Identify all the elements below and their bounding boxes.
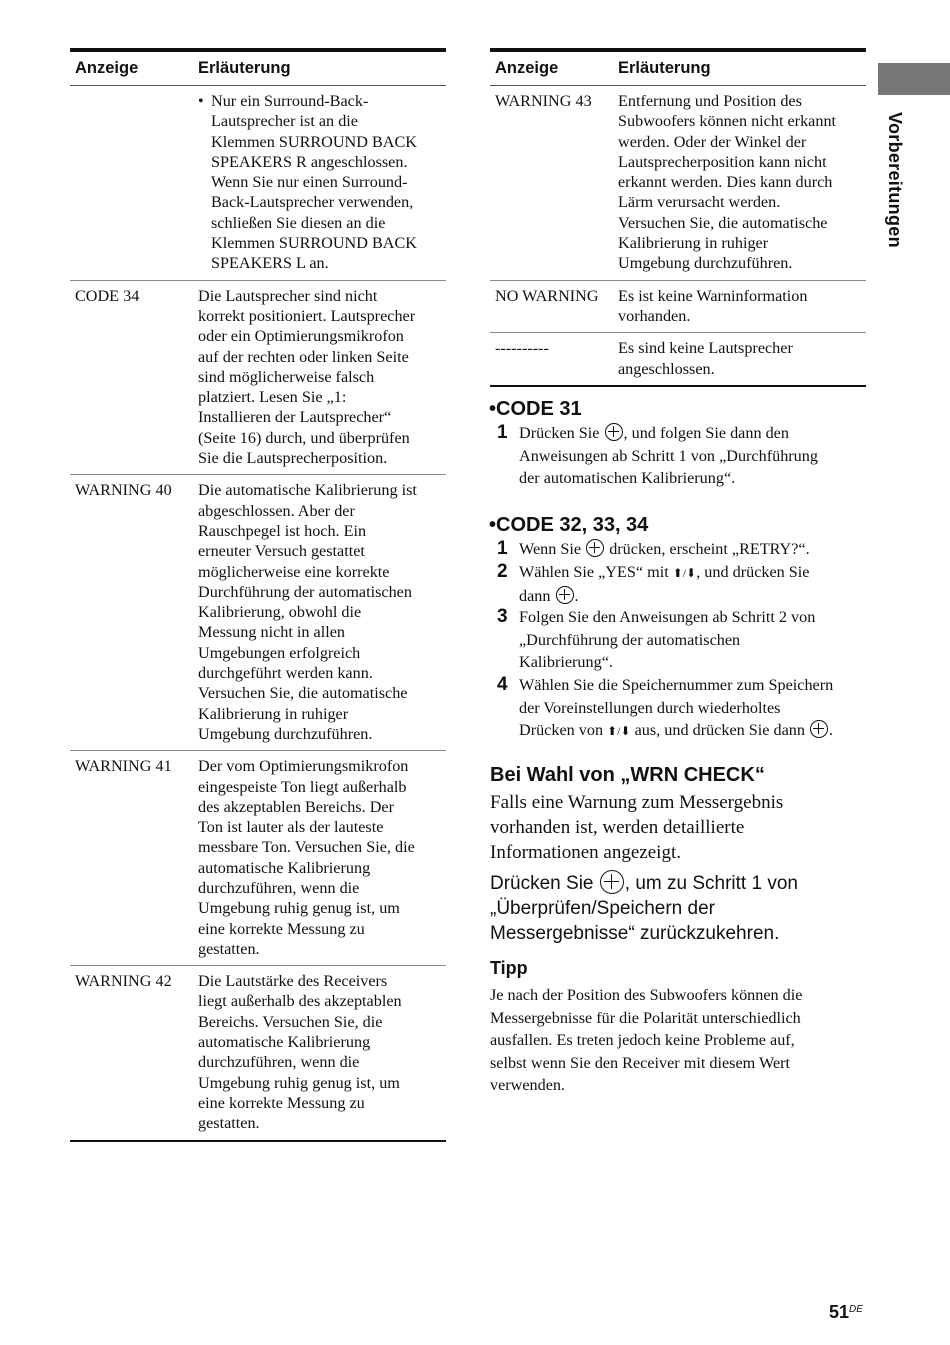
step-number: 4 bbox=[497, 674, 508, 695]
table-row bbox=[70, 751, 446, 966]
step-text: . bbox=[574, 586, 579, 605]
row-text: Nur ein Surround-Back- Lautsprecher ist an die Klemmen SURROUND BACK SPEAKERS R angeschlossen. Wenn Sie nur einen Surround- Back-Lautsprecher verwenden, schließen Sie diesen an die Klemmen SURROUND BACK SPEAKERS L an. bbox=[211, 92, 417, 273]
code32-step-4 bbox=[497, 674, 867, 743]
row-code: ---------- bbox=[495, 339, 549, 358]
step-number: 1 bbox=[497, 538, 508, 559]
table-row bbox=[490, 86, 866, 281]
bullet-icon: • bbox=[198, 92, 204, 110]
table-row bbox=[70, 475, 446, 751]
code31-step-1 bbox=[497, 422, 867, 490]
step-text: Wählen Sie „YES“ mit bbox=[519, 563, 673, 581]
row-code: CODE 34 bbox=[75, 286, 140, 305]
step-text: drücken, erscheint „RETRY?“. bbox=[605, 540, 810, 558]
row-text: Die Lautstärke des Receivers liegt außerhalb des akzeptablen Bereichs. Versuchen Sie, die automatische Kalibrierung durchzuführen, wenn die Umgebung ruhig genug ist, um eine korrekte Messung zu gestatten. bbox=[198, 972, 402, 1133]
header-erlaeuterung: Erläuterung bbox=[198, 59, 291, 77]
code32-step-1 bbox=[497, 538, 867, 561]
row-code: NO WARNING bbox=[495, 286, 599, 305]
enter-button-icon bbox=[810, 720, 828, 738]
up-down-arrow-icon: ⬆/⬇ bbox=[607, 724, 631, 738]
table-row bbox=[70, 281, 446, 476]
row-text: Der vom Optimierungsmikrofon eingespeiste Ton liegt außerhalb des akzeptablen Bereichs. Der Ton ist lauter als der lauteste messbare Ton. Versuchen Sie, die automatische Kalibrierung durchzuführen, wenn die Umgebung ruhig genug ist, um eine korrekte Messung zu gestatten. bbox=[198, 757, 415, 958]
wrn-check-paragraph: Falls eine Warnung zum Messergebnis vorhanden ist, werden detaillierte Informationen angezeigt. bbox=[490, 792, 784, 863]
step-text: Folgen Sie den Anweisungen ab Schritt 2 von „Durchführung der automatischen Kalibrierung“. bbox=[519, 608, 816, 671]
wrn-check-heading: Bei Wahl von „WRN CHECK“ bbox=[490, 764, 765, 786]
table-row bbox=[70, 86, 446, 281]
enter-button-icon bbox=[605, 423, 623, 441]
page-number: 51DE bbox=[829, 1302, 863, 1322]
row-code: WARNING 42 bbox=[75, 972, 172, 991]
header-anzeige: Anzeige bbox=[495, 59, 559, 77]
step-text: Wenn Sie bbox=[519, 540, 586, 558]
row-code: WARNING 41 bbox=[75, 757, 172, 776]
step-number: 3 bbox=[497, 606, 508, 627]
header-anzeige: Anzeige bbox=[75, 59, 139, 77]
tip-text: Je nach der Position des Subwoofers können die Messergebnisse für die Polarität unterschiedlich ausfallen. Es treten jedoch keine Probleme auf, selbst wenn Sie den Receiver mit diesem Wert verwenden. bbox=[490, 986, 803, 1094]
table-header bbox=[490, 52, 866, 86]
row-text: Es ist keine Warninformation vorhanden. bbox=[618, 286, 808, 325]
step-text: Drücken Sie bbox=[519, 424, 604, 442]
step-text: Wählen Sie die Speichernummer zum Speichern der Voreinstellungen durch wiederholtes Drücken von bbox=[519, 676, 834, 739]
table-row bbox=[70, 966, 446, 1139]
code32-step-3 bbox=[497, 606, 867, 674]
enter-button-icon bbox=[586, 539, 604, 557]
table-row bbox=[490, 281, 866, 334]
section-tab-label: Vorbereitungen bbox=[885, 112, 905, 248]
row-code: WARNING 40 bbox=[75, 481, 172, 500]
warning-table-left bbox=[70, 48, 446, 1142]
row-text: Die automatische Kalibrierung ist abgeschlossen. Aber der Rauschpegel ist hoch. Ein erneuter Versuch gestattet möglicherweise eine korrekte Durchführung der automatischen Kalibrierung, obwohl die Messung nicht in allen Umgebungen erfolgreich durchgeführt werden kann. Versuchen Sie, die automatische Kalibrierung in ruhiger Umgebung durchzuführen. bbox=[198, 481, 417, 743]
step-number: 2 bbox=[497, 561, 508, 582]
wrn-check-instruction: Drücken Sie , um zu Schritt 1 von „Überprüfen/Speichern der Messergebnisse“ zurückzukehren. bbox=[490, 870, 870, 946]
step-text: , und folgen Sie dann den Anweisungen ab Schritt 1 von „Durchführung der automatischen Kalibrierung“. bbox=[519, 424, 818, 487]
row-code: WARNING 43 bbox=[495, 92, 592, 110]
step-text: . bbox=[829, 721, 834, 739]
code32-step-2 bbox=[497, 561, 867, 607]
step-text: , und drücken Sie dann bbox=[519, 563, 810, 605]
step-number: 1 bbox=[497, 422, 508, 443]
row-text: Die Lautsprecher sind nicht korrekt positioniert. Lautsprecher oder ein Optimierungsmikrofon auf der rechten oder linken Seite sind möglicherweise falsch platziert. Lesen Sie „1: Installieren der Lautsprecher“ (Seite 16) durch, und überprüfen Sie die Lautsprecherposition. bbox=[198, 286, 416, 468]
code31-heading: •CODE 31 bbox=[489, 398, 582, 420]
language-suffix: DE bbox=[849, 1304, 863, 1315]
enter-button-icon bbox=[600, 870, 624, 894]
section-tab-bar bbox=[878, 63, 950, 95]
table-header bbox=[70, 52, 446, 86]
code32-heading: •CODE 32, 33, 34 bbox=[489, 514, 649, 536]
table-row bbox=[490, 333, 866, 385]
tip-heading: Tipp bbox=[490, 958, 528, 978]
row-text: Es sind keine Lautsprecher angeschlossen. bbox=[618, 339, 793, 378]
row-code bbox=[70, 91, 198, 274]
row-text: Entfernung und Position des Subwoofers können nicht erkannt werden. Oder der Winkel der Lautsprecherposition kann nicht erkannt werden. Dies kann durch Lärm verursacht werden. Versuchen Sie, die automatische Kalibrierung in ruhiger Umgebung durchzuführen. bbox=[618, 92, 837, 273]
step-text: aus, und drücken Sie dann bbox=[630, 721, 810, 739]
up-down-arrow-icon: ⬆/⬇ bbox=[672, 566, 697, 580]
header-erlaeuterung: Erläuterung bbox=[618, 59, 711, 77]
warning-table-right bbox=[490, 48, 866, 387]
enter-button-icon bbox=[556, 586, 574, 604]
